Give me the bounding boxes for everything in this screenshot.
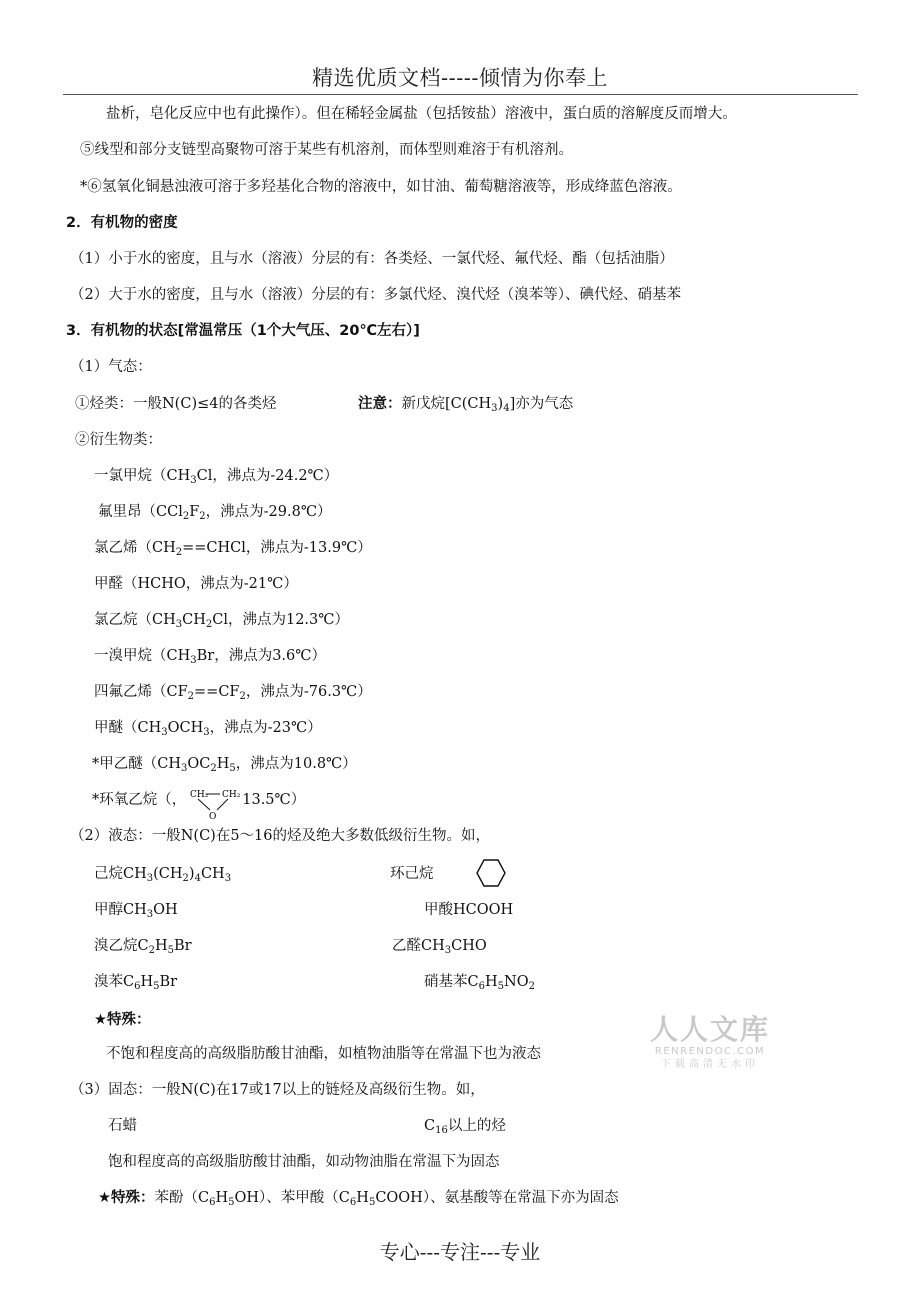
compound-line: $C_{16}$以上的烃 (424, 1118, 506, 1136)
compound-line: 环己烷 (390, 866, 434, 882)
text-line: 盐析，皂化反应中也有此操作）。但在稀轻金属盐（包括铵盐）溶液中，蛋白质的溶解度反而增大。 (106, 106, 737, 122)
watermark-slogan: 下载高清无水印 (661, 1059, 759, 1070)
special-label: ★特殊： (94, 1012, 151, 1028)
compound-line: 溴苯$C_6H_5Br$ (94, 974, 178, 992)
svg-text:CH₂: CH₂ (222, 790, 241, 800)
cyclohexane-ring-icon (474, 856, 508, 890)
page-footer: 专心---专注---专业 (379, 1240, 541, 1264)
compound-line: 氯乙烯（$CH_2==CHCl$，沸点为-13.9℃） (94, 540, 372, 558)
svg-text:O: O (209, 812, 217, 820)
text-line: （3）固态：一般N(C)在17或17以上的链烃及高级衍生物。如， (70, 1082, 485, 1098)
text-line: ②衍生物类： (75, 432, 162, 448)
compound-line: 甲醚（$CH_3OCH_3$，沸点为-23℃） (94, 720, 322, 738)
compound-line: 硝基苯$C_6H_5NO_2$ (424, 974, 535, 992)
compound-line: 乙醛$CH_3CHO$ (392, 938, 487, 956)
text-line: ①烃类：一般N(C)≤4的各类烃 (75, 396, 277, 412)
svg-text:CH₂: CH₂ (190, 790, 209, 800)
compound-line: 氯乙烷（$CH_3CH_2Cl$，沸点为12.3℃） (94, 612, 349, 630)
compound-line: 石蜡 (108, 1118, 137, 1134)
compound-line: 己烷$CH_3(CH_2)_4CH_3$ (94, 866, 232, 884)
compound-line: *环氧乙烷（， 13.5℃） (92, 792, 306, 808)
watermark-logo (645, 1014, 775, 1072)
text-line: ⑤线型和部分支链型高聚物可溶于某些有机溶剂，而体型则难溶于有机溶剂。 (80, 142, 573, 158)
compound-line: 氟里昂（$CCl_2F_2$，沸点为-29.8℃） (98, 504, 332, 522)
special-line: ★特殊：苯酚$(C_6H_5OH)$、苯甲酸$(C_6H_5COOH)$、氨基酸等在常温下亦为固态 (98, 1190, 619, 1208)
compound-line: 甲酸HCOOH (424, 902, 514, 918)
compound-line: 甲醇$CH_3OH$ (94, 902, 178, 920)
special-label: ★特殊： (98, 1190, 155, 1206)
compound-line: 溴乙烷$C_2H_5Br$ (94, 938, 192, 956)
epoxide-structure-icon (186, 786, 248, 820)
text-line: 饱和程度高的高级脂肪酸甘油酯，如动物油脂在常温下为固态 (108, 1154, 500, 1170)
text-line: （1）小于水的密度，且与水（溶液）分层的有：各类烃、一氯代烃、氟代烃、酯（包括油脂） (70, 251, 674, 267)
header-rule (63, 94, 858, 95)
compound-line: *甲乙醚（$CH_3OC_2H_5$，沸点为10.8℃） (92, 756, 357, 774)
watermark-domain: RENRENDOC.COM (654, 1046, 766, 1057)
text-line: 不饱和程度高的高级脂肪酸甘油酯，如植物油脂等在常温下也为液态 (106, 1046, 541, 1062)
note-label: 注意： (358, 396, 402, 412)
section-heading: 3．有机物的状态[常温常压（1个大气压、20℃左右）] (66, 323, 420, 339)
text-line: （2）液态：一般N(C)在5～16的烃及绝大多数低级衍生物。如， (70, 828, 490, 844)
text-line: （2）大于水的密度，且与水（溶液）分层的有：多氯代烃、溴代烃（溴苯等）、碘代烃、硝基苯 (70, 287, 681, 303)
compound-line: 一溴甲烷（$CH_3Br$，沸点为3.6℃） (94, 648, 326, 666)
compound-line: 甲醛（HCHO，沸点为-21℃） (94, 576, 298, 592)
note-line: 注意：新戊烷$[C(CH_3)_4]$亦为气态 (358, 396, 574, 414)
watermark-title: 人人文库 (649, 1013, 770, 1046)
text-line: *⑥氢氧化铜悬浊液可溶于多羟基化合物的溶液中，如甘油、葡萄糖溶液等，形成绛蓝色溶液。 (80, 179, 682, 195)
page-header-title: 精选优质文档-----倾情为你奉上 (312, 66, 608, 90)
section-heading: 2．有机物的密度 (66, 215, 178, 231)
text-line: （1）气态： (70, 359, 152, 375)
compound-line: 一氯甲烷（$CH_3Cl$，沸点为-24.2℃） (94, 468, 339, 486)
compound-line: 四氟乙烯（$CF_2==CF_2$，沸点为-76.3℃） (94, 684, 372, 702)
